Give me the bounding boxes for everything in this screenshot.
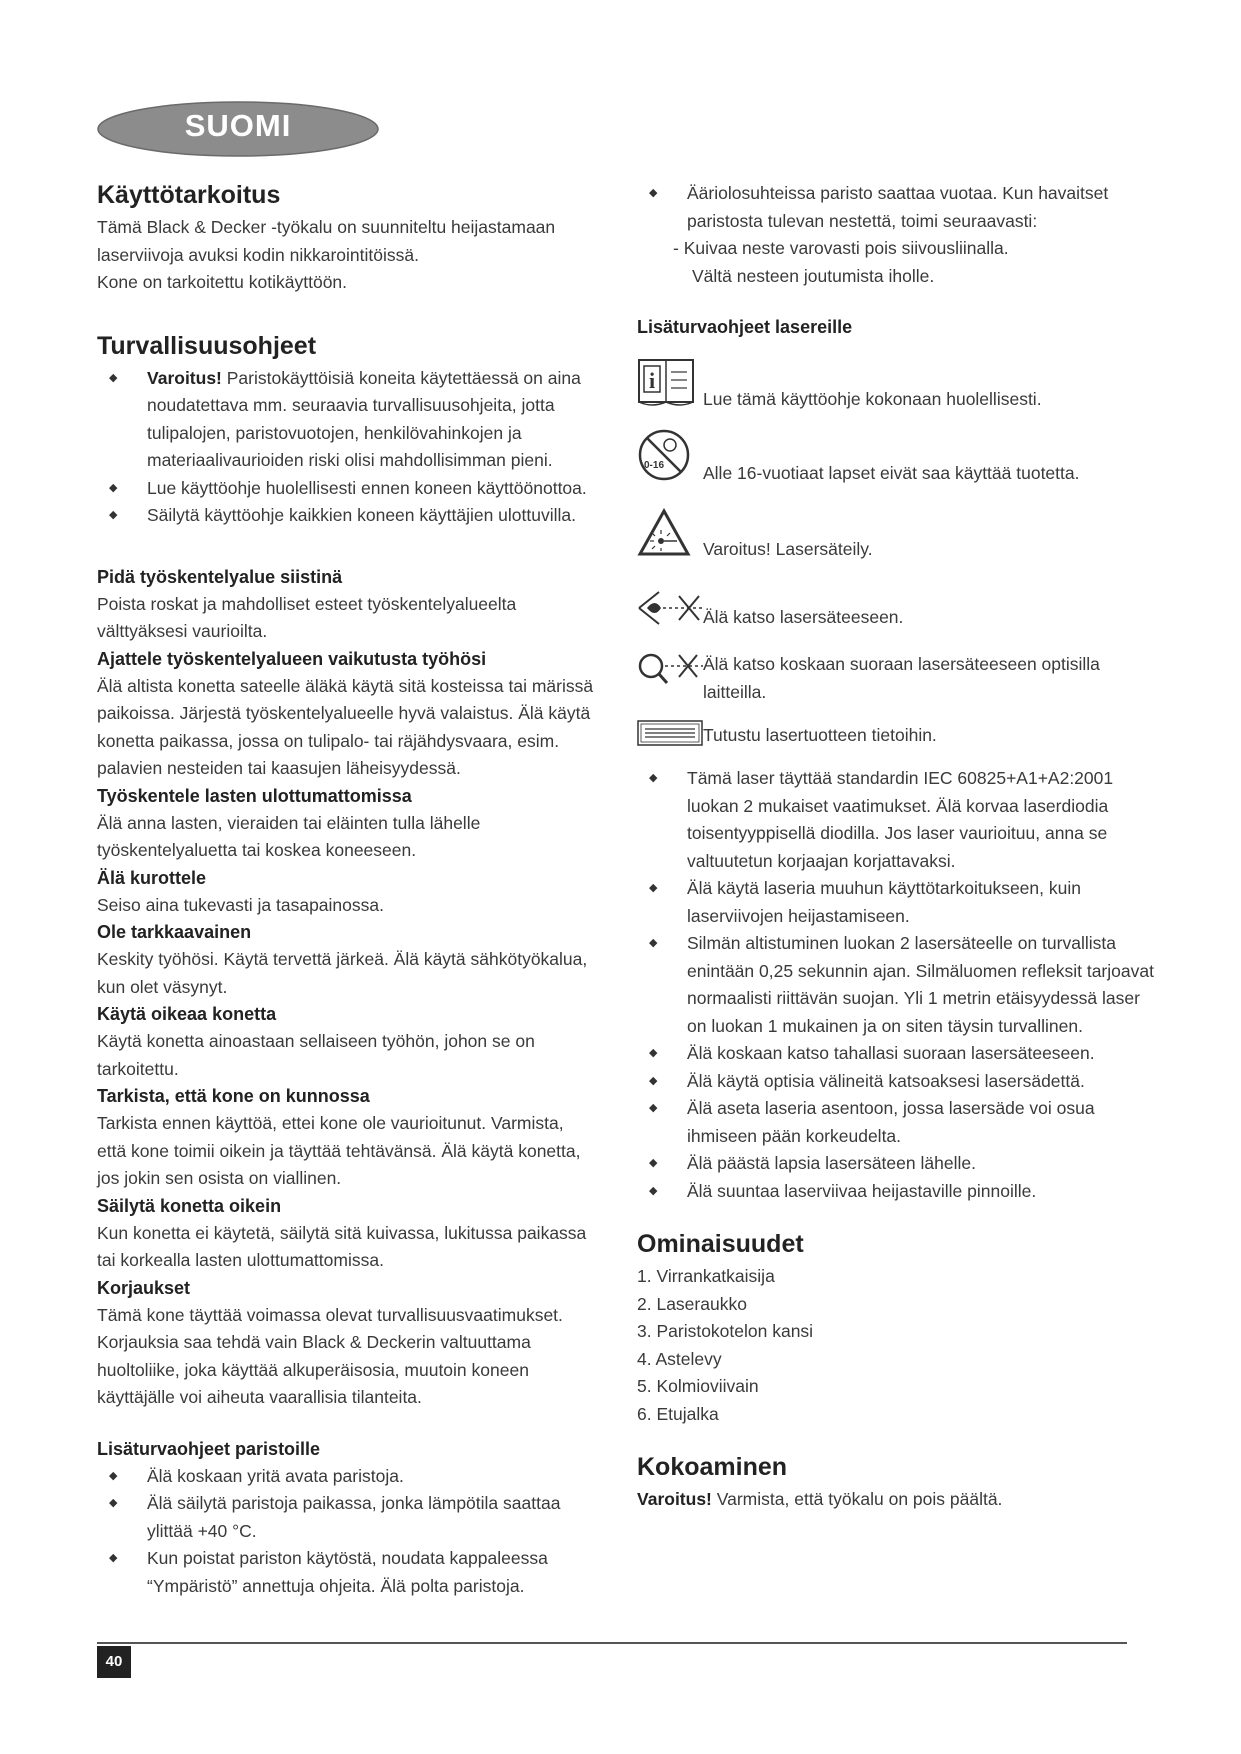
laser-bullet: ◆ Älä käytä optisia välineitä katsoaksesi lasersädettä. (649, 1068, 1157, 1096)
no-children-icon (637, 428, 703, 487)
footer-rule (97, 1642, 1127, 1644)
icon-row-age (637, 431, 1157, 487)
section-title: Säilytä konetta oikein (97, 1195, 282, 1216)
section-overreach (97, 865, 597, 920)
leak-list (637, 180, 1157, 235)
battery-list (97, 1463, 597, 1601)
section-alert (97, 919, 597, 1001)
icon-row-text: Alle 16-vuotiaat lapset eivät saa käyttää tuotetta. (703, 462, 1080, 483)
heading-safety: Turvallisuusohjeet (97, 331, 317, 360)
heading-features: Ominaisuudet (637, 1230, 804, 1258)
language-badge (97, 100, 379, 158)
heading-laser: Lisäturvaohjeet lasereille (637, 317, 853, 337)
section-text: Älä anna lasten, vieraiden tai eläinten tulla lähelle työskentelyaluetta tai koskea koneeseen. (97, 812, 481, 860)
right-column (637, 180, 1157, 1514)
section-storage (97, 1193, 597, 1275)
heading-assembly: Kokoaminen (637, 1453, 788, 1481)
safety-list (97, 365, 597, 530)
section-children (97, 783, 597, 865)
section-text: Älä altista konetta sateelle äläkä käytä sitä kosteissa tai märissä paikoissa. Järjestä työskentelyalueelle hyvä valaistus. Älä käytä konetta paikassa, jossa on tulipalo- tai räjähdysvaara, esim. palavien nesteiden tai kaasujen läheisyydessä. (97, 675, 594, 778)
leak-sub-2: Vältä nesteen joutumista iholle. (692, 265, 935, 286)
section-text: Poista roskat ja mahdolliset esteet työskentelyalueelta välttyäksesi vaurioilta. (97, 593, 517, 641)
warning-text: Varmista, että työkalu on pois päältä. (711, 1489, 1003, 1509)
age-icon-text: 0-16 (643, 460, 665, 471)
feature-item: 6. Etujalka (637, 1403, 719, 1424)
section-title: Ajattele työskentelyalueen vaikutusta työhösi (97, 648, 487, 669)
laser-label-icon (637, 720, 703, 751)
section-environment (97, 646, 597, 783)
safety-bullet-warning (109, 365, 597, 475)
feature-item: 4. Astelevy (637, 1348, 722, 1369)
section-text: Tämä kone täyttää voimassa olevat turvallisuusvaatimukset. Korjauksia saa tehdä vain Black & Deckerin valtuuttama huoltoliike, joka käyttää alkuperäisosia, muutoin koneen käyttäjälle voi aiheuta vaarallisia tilanteita. (97, 1304, 563, 1407)
battery-bullet-disposal: ◆ Kun poistat pariston käytöstä, noudata kappaleessa “Ympäristö” annettuja ohjeita. Älä polta paristoja. (109, 1545, 597, 1600)
section-title: Pidä työskentelyalue siistinä (97, 566, 343, 587)
laser-warning-icon (637, 508, 703, 563)
use-paragraph-2: Kone on tarkoitettu kotikäyttöön. (97, 272, 348, 292)
feature-item: 5. Kolmioviivain (637, 1376, 759, 1396)
optic-no-laser-icon (637, 651, 703, 692)
laser-list (637, 765, 1157, 1205)
section-right-tool (97, 1001, 597, 1083)
icon-row-eye (637, 589, 1157, 637)
feature-item: 2. Laseraukko (637, 1293, 747, 1314)
section-tidy (97, 564, 597, 646)
left-column (97, 180, 597, 1600)
section-title: Työskentele lasten ulottumattomissa (97, 785, 412, 806)
battery-bullet-temp: ◆ Älä säilytä paristoja paikassa, jonka lämpötila saattaa ylittää +40 °C. (109, 1490, 597, 1545)
section-title: Älä kurottele (97, 867, 207, 888)
page-number: 40 (97, 1646, 131, 1678)
laser-bullet: ◆ Älä aseta laseria asentoon, jossa lasersäde voi osua ihmiseen pään korkeudelta. (649, 1095, 1157, 1150)
feature-item: 3. Paristokotelon kansi (637, 1321, 814, 1341)
icon-row-text: Lue tämä käyttöohje kokonaan huolellisesti. (703, 388, 1042, 409)
icon-row-optic (637, 651, 1157, 706)
safety-bullet-keep: ◆ Säilytä käyttöohje kaikkien koneen käyttäjien ulottuvilla. (109, 502, 597, 530)
leak-sub-1: - Kuivaa neste varovasti pois siivousliinalla. (673, 238, 1009, 258)
manual-icon (637, 358, 703, 413)
laser-bullet: ◆ Älä koskaan katso tahallasi suoraan lasersäteeseen. (649, 1040, 1157, 1068)
laser-bullet: ◆ Älä käytä laseria muuhun käyttötarkoitukseen, kuin laserviivojen heijastamiseen. (649, 875, 1157, 930)
laser-bullet: ◆ Älä päästä lapsia lasersäteen lähelle. (649, 1150, 1157, 1178)
icon-row-label (637, 720, 1157, 751)
section-repairs (97, 1275, 597, 1412)
heading-use: Käyttötarkoitus (97, 181, 281, 209)
laser-bullet: ◆ Älä suuntaa laserviivaa heijastaville pinnoille. (649, 1178, 1157, 1206)
icon-row-text: Älä katso lasersäteeseen. (703, 606, 904, 627)
section-title: Korjaukset (97, 1277, 191, 1298)
language-badge-label: SUOMI (184, 108, 292, 143)
section-title: Käytä oikeaa konetta (97, 1004, 277, 1024)
section-title: Ole tarkkaavainen (97, 922, 252, 942)
section-text: Keskity työhösi. Käytä tervettä järkeä. Älä käytä sähkötyökalua, kun olet väsynyt. (97, 949, 588, 997)
laser-bullet: ◆ Tämä laser täyttää standardin IEC 60825+A1+A2:2001 luokan 2 mukaiset vaatimukset. Älä korvaa laserdiodia toisentyyppisellä diodilla. Jos laser vaurioituu, anna se valtuutetun korjaajan korjattavaksi. (649, 765, 1157, 875)
section-check (97, 1083, 597, 1193)
section-text: Seiso aina tukevasti ja tasapainossa. (97, 894, 384, 915)
section-title: Tarkista, että kone on kunnossa (97, 1086, 370, 1106)
warning-label: Varoitus! (637, 1489, 712, 1509)
heading-battery: Lisäturvaohjeet paristoille (97, 1438, 321, 1459)
leak-bullet: ◆ Ääriolosuhteissa paristo saattaa vuotaa. Kun havaitset paristosta tulevan nestettä, toimi seuraavasti: (649, 180, 1157, 235)
warning-label: Varoitus! (147, 367, 222, 388)
feature-item: 1. Virrankatkaisija (637, 1266, 775, 1286)
safety-bullet-read: ◆ Lue käyttöohje huolellisesti ennen koneen käyttöönottoa. (109, 475, 597, 503)
warning-text: Paristokäyttöisiä koneita käytettäessä on aina noudatettava mm. seuraavia turvallisuusohjeita, jotta tulipalojen, paristovuotojen, henkilövahinkojen ja materiaalivaurioiden riski olisi mahdollisimman pieni. (147, 367, 581, 470)
assembly-warning (637, 1486, 1157, 1514)
icon-row-manual (637, 355, 1157, 413)
section-text: Tarkista ennen käyttöä, ettei kone ole vaurioitunut. Varmista, että kone toimii oikein ja täyttää tehtävänsä. Älä käytä konetta, jos jokin sen osista on viallinen. (97, 1113, 581, 1188)
icon-row-text: Varoitus! Lasersäteily. (703, 538, 873, 559)
section-text: Käytä konetta ainoastaan sellaiseen työhön, johon se on tarkoitettu. (97, 1031, 535, 1079)
icon-row-text: Tutustu lasertuotteen tietoihin. (703, 724, 937, 745)
laser-bullet: ◆ Silmän altistuminen luokan 2 lasersäteelle on turvallista enintään 0,25 sekunnin ajan. Silmäluomen refleksit tarjoavat normaalisti riittävän suojan. Yli 1 metrin etäisyydessä laser on luokan 1 mukainen ja on siten täysin turvallinen. (649, 930, 1157, 1040)
battery-bullet-open: ◆ Älä koskaan yritä avata paristoja. (109, 1463, 597, 1491)
svg-text:i: i (648, 368, 656, 393)
use-paragraph-1: Tämä Black & Decker -työkalu on suunniteltu heijastamaan laserviivoja avuksi kodin nikkarointitöissä. (97, 217, 556, 265)
section-text: Kun konetta ei käytetä, säilytä sitä kuivassa, lukitussa paikassa tai korkealla lasten ulottumattomissa. (97, 1222, 587, 1270)
features-list (637, 1263, 1157, 1428)
eye-no-laser-icon (637, 584, 703, 637)
icon-row-warning (637, 505, 1157, 563)
icon-row-text: Älä katso koskaan suoraan lasersäteeseen optisilla laitteilla. (703, 654, 1100, 702)
